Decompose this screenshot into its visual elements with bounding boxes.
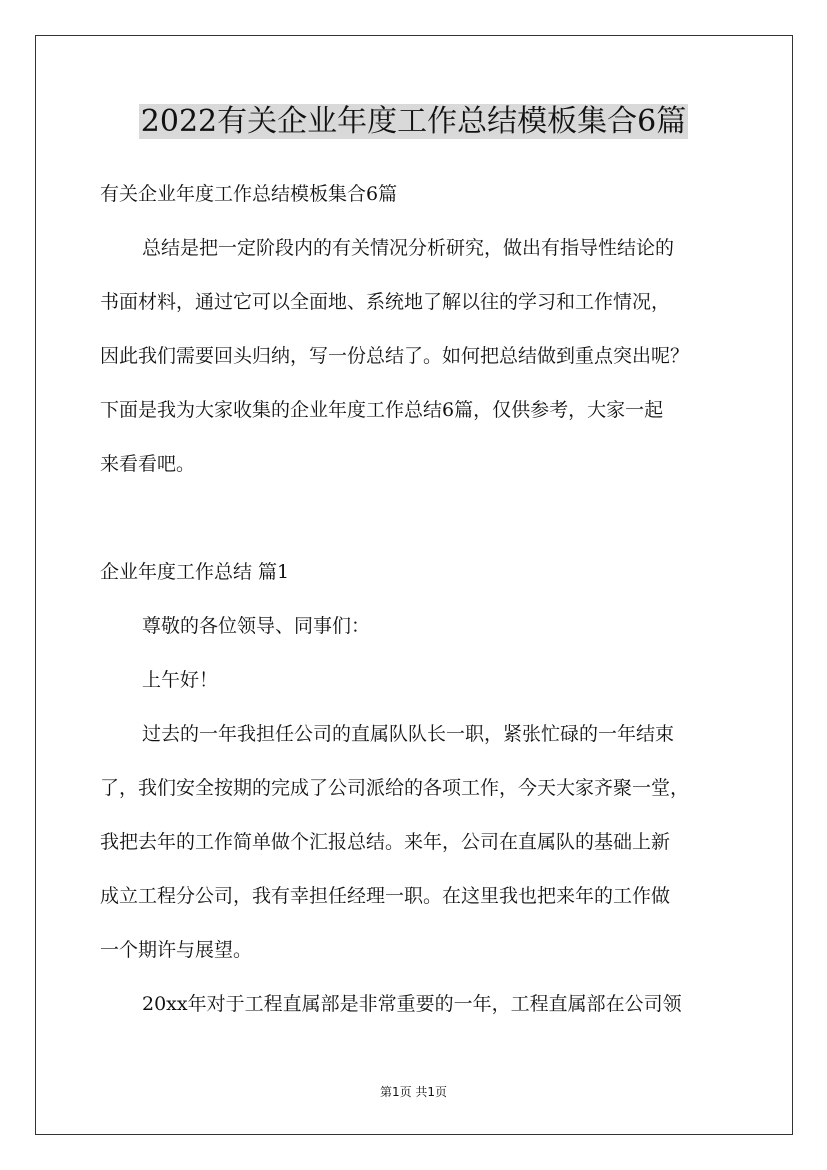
intro-line: 因此我们需要回头归纳，写一份总结了。如何把总结做到重点突出呢？ xyxy=(100,345,690,367)
greeting-line: 尊敬的各位领导、同事们： xyxy=(142,615,371,637)
page-footer: 第1页 共1页 xyxy=(379,1085,448,1099)
section-heading: 企业年度工作总结 篇1 xyxy=(100,561,290,583)
salutation-line: 上午好！ xyxy=(142,669,219,691)
intro-line: 下面是我为大家收集的企业年度工作总结6篇，仅供参考，大家一起 xyxy=(100,399,664,421)
intro-line: 书面材料，通过它可以全面地、系统地了解以往的学习和工作情况， xyxy=(100,291,671,313)
document-title xyxy=(0,100,827,144)
paragraph-line: 我把去年的工作简单做个汇报总结。来年，公司在直属队的基础上新 xyxy=(100,831,671,853)
paragraph-line: 成立工程分公司，我有幸担任经理一职。在这里我也把来年的工作做 xyxy=(100,885,671,907)
paragraph-line: 了，我们安全按期的完成了公司派给的各项工作，今天大家齐聚一堂， xyxy=(100,777,690,799)
intro-line: 来看看吧。 xyxy=(100,453,196,475)
paragraph-line: 20xx年对于工程直属部是非常重要的一年，工程直属部在公司领 xyxy=(142,993,682,1015)
paragraph-line: 过去的一年我担任公司的直属队队长一职，紧张忙碌的一年结束 xyxy=(142,723,675,745)
intro-line: 总结是把一定阶段内的有关情况分析研究，做出有指导性结论的 xyxy=(142,237,675,259)
document-title-text: 2022有关企业年度工作总结模板集合6篇 xyxy=(140,104,687,139)
paragraph-line: 一个期许与展望。 xyxy=(100,939,253,961)
document-subtitle: 有关企业年度工作总结模板集合6篇 xyxy=(100,183,398,205)
